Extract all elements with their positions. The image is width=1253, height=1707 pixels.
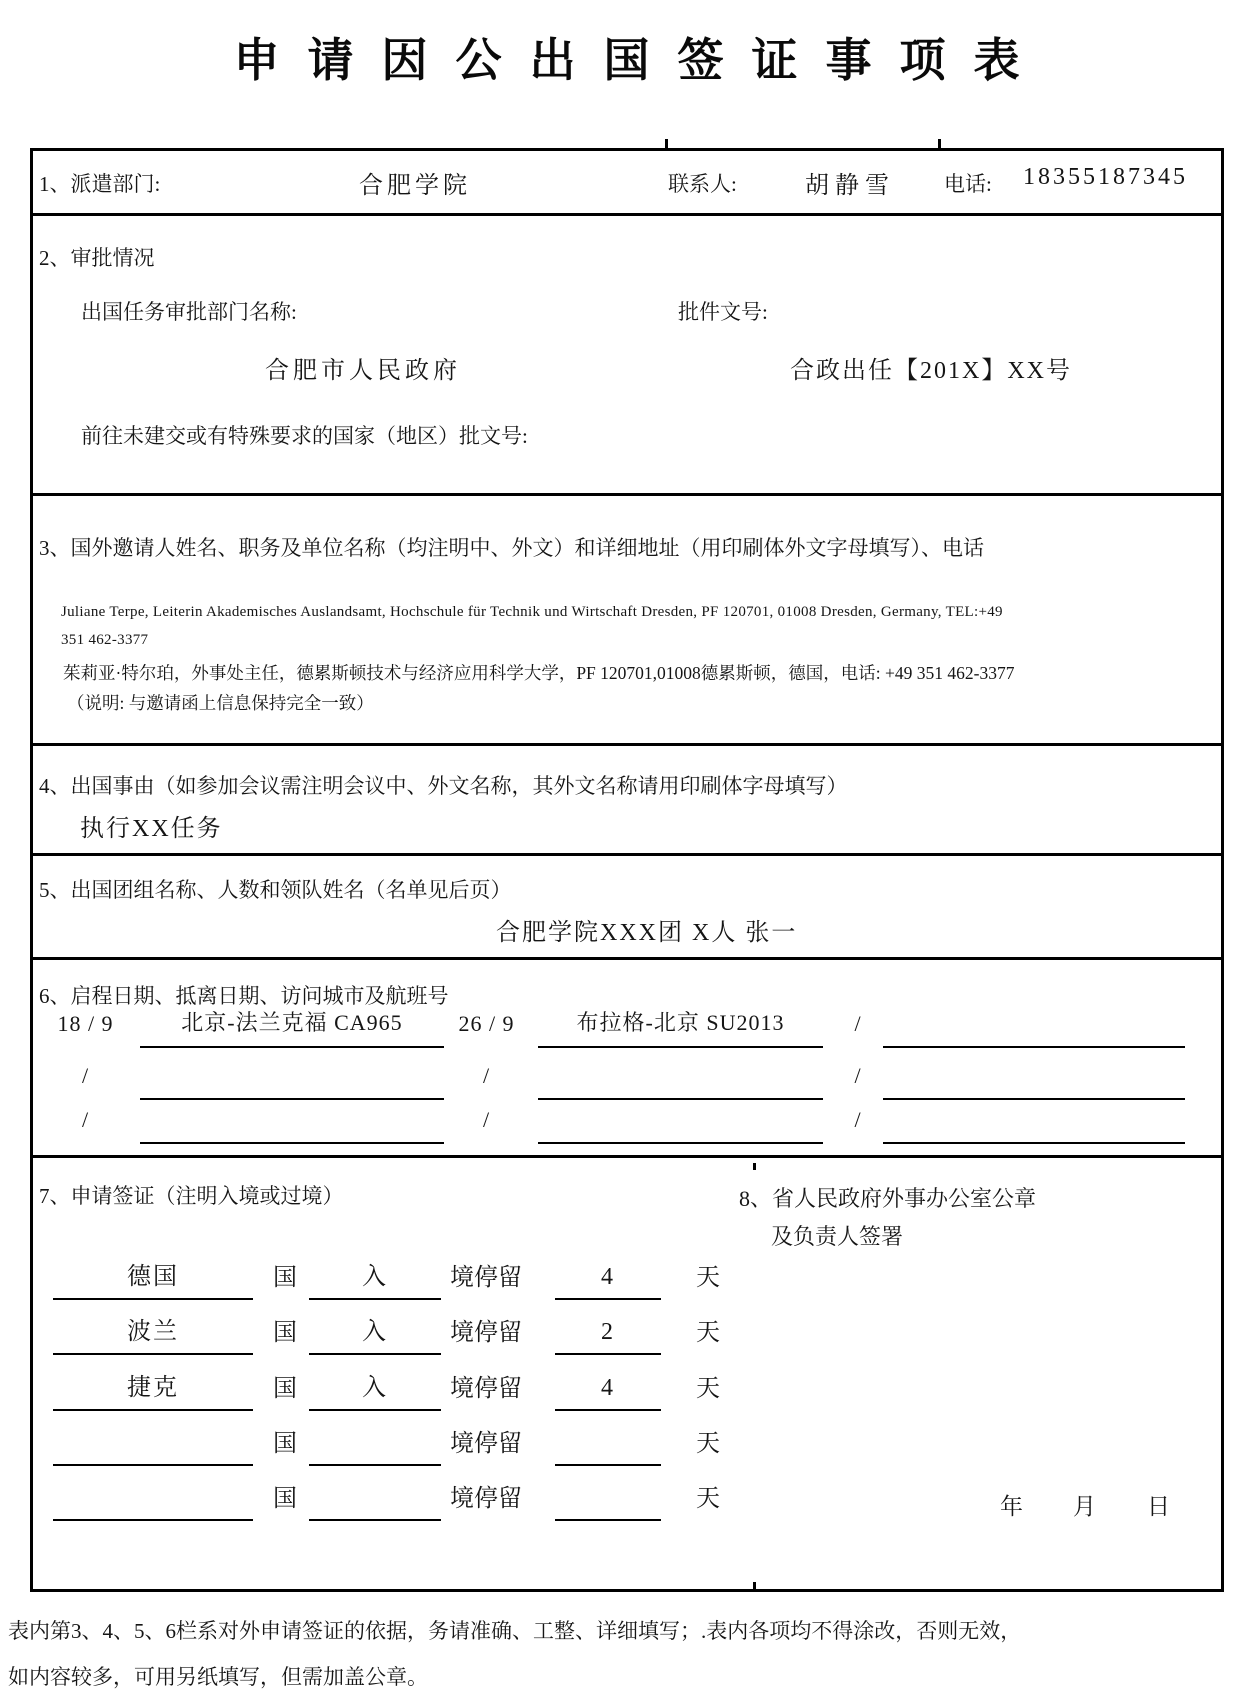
- itinerary-date: /: [81, 1107, 90, 1132]
- itinerary-row: [33, 1100, 1221, 1144]
- visa-tian-label: 天: [696, 1486, 720, 1512]
- visa-label: 7、申请签证（注明入境或过境）: [39, 1184, 344, 1208]
- approval-doc-label: 批件文号:: [678, 300, 768, 324]
- visa-entry-field: 入: [309, 1371, 441, 1411]
- phone-value: 18355187345: [1023, 164, 1188, 190]
- seal-month-label: 月: [1073, 1494, 1096, 1519]
- visa-row: [33, 1371, 1221, 1411]
- top-border-tick: [665, 139, 668, 148]
- itinerary-route-field: [140, 1056, 444, 1100]
- itinerary-route-field: [140, 1100, 444, 1144]
- itinerary-date: /: [81, 1063, 90, 1088]
- visa-row: [33, 1260, 1221, 1300]
- purpose-label: 4、出国事由（如参加会议需注明会议中、外文名称，其外文名称请用印刷体字母填写）: [39, 774, 848, 798]
- inviter-en-line1: Juliane Terpe, Leiterin Akademisches Auslandsamt, Hochschule für Technik und Wirtschaft Dresden, PF 120701, 01008 Dresden, Germany, TEL:+49: [61, 604, 1003, 620]
- itinerary-date: 26 / 9: [458, 1011, 515, 1036]
- itinerary-route-field: [883, 1100, 1185, 1144]
- seal-label-line2: 及负责人签署: [771, 1224, 904, 1249]
- contact-label: 联系人:: [668, 172, 737, 196]
- group-value: 合肥学院XXX团 X人 张一: [496, 920, 798, 946]
- visa-guo-label: 国: [273, 1265, 297, 1291]
- approval-doc-value: 合政出任【201X】XX号: [790, 358, 1072, 384]
- visa-jing-label: 境停留: [450, 1486, 522, 1512]
- bottom-border-tick: [753, 1582, 756, 1589]
- visa-days-field: [555, 1481, 661, 1521]
- approval-dept-label: 出国任务审批部门名称:: [81, 300, 297, 324]
- itinerary-date: /: [854, 1011, 862, 1036]
- itinerary-row: [33, 1056, 1221, 1100]
- visa-country-field: 德国: [53, 1260, 253, 1300]
- itinerary-label: 6、启程日期、抵离日期、访问城市及航班号: [39, 984, 449, 1008]
- visa-country-field: [53, 1481, 253, 1521]
- visa-entry-field: [309, 1426, 441, 1466]
- contact-name-value: 胡静雪: [805, 173, 895, 199]
- section-approval: [33, 213, 1221, 493]
- itinerary-date: /: [854, 1063, 862, 1088]
- inviter-label: 3、国外邀请人姓名、职务及单位名称（均注明中、外文）和详细地址（用印刷体外文字母填写）、电话: [39, 536, 984, 560]
- visa-tian-label: 天: [696, 1376, 720, 1402]
- purpose-value: 执行XX任务: [80, 816, 223, 842]
- visa-entry-field: 入: [309, 1315, 441, 1355]
- visa-row: [33, 1426, 1221, 1466]
- seal-year-label: 年: [1000, 1494, 1023, 1519]
- section-visa-and-seal: [33, 1155, 1221, 1571]
- visa-jing-label: 境停留: [450, 1376, 522, 1402]
- itinerary-date: 18 / 9: [57, 1011, 114, 1036]
- visa-tian-label: 天: [696, 1265, 720, 1291]
- section-inviter: [33, 493, 1221, 743]
- visa-row: [33, 1315, 1221, 1355]
- dispatch-label: 1、派遣部门:: [39, 172, 161, 196]
- visa-entry-field: 入: [309, 1260, 441, 1300]
- visa-guo-label: 国: [273, 1486, 297, 1512]
- visa-days-field: [555, 1426, 661, 1466]
- approval-label: 2、审批情况: [39, 246, 155, 270]
- visa-entry-field: [309, 1481, 441, 1521]
- itinerary-route-field: [538, 1100, 823, 1144]
- itinerary-row: [33, 1004, 1221, 1048]
- form-table: [30, 148, 1224, 1592]
- phone-label: 电话:: [944, 172, 992, 196]
- seal-label-line1: 8、省人民政府外事办公室公章: [739, 1186, 1037, 1211]
- itinerary-date: /: [482, 1063, 491, 1088]
- approval-dept-value: 合肥市人民政府: [265, 358, 461, 384]
- visa-days-field: 4: [555, 1260, 661, 1300]
- top-border-tick: [938, 139, 941, 148]
- footer-note-line1: 表内第3、4、5、6栏系对外申请签证的依据，务请准确、工整、详细填写；.表内各项均不得涂改，否则无效，: [8, 1619, 1022, 1643]
- inviter-note: （说明: 与邀请函上信息保持完全一致）: [67, 693, 374, 713]
- visa-tian-label: 天: [696, 1320, 720, 1346]
- visa-country-field: 波兰: [53, 1315, 253, 1355]
- visa-days-field: 2: [555, 1315, 661, 1355]
- visa-tian-label: 天: [696, 1431, 720, 1457]
- itinerary-route-field: 北京-法兰克福 CA965: [140, 1004, 444, 1048]
- itinerary-route-field: 布拉格-北京 SU2013: [538, 1004, 823, 1048]
- visa-row: [33, 1481, 1221, 1521]
- itinerary-route-field: [538, 1056, 823, 1100]
- inviter-en-line2: 351 462-3377: [61, 632, 149, 648]
- section-dispatch: [33, 151, 1221, 213]
- visa-days-field: 4: [555, 1371, 661, 1411]
- section-purpose: [33, 743, 1221, 853]
- itinerary-route-field: [883, 1004, 1185, 1048]
- inviter-zh-line: 茱莉亚·特尔珀，外事处主任，德累斯顿技术与经济应用科学大学，PF 120701,01008德累斯顿，德国，电话: +49 351 462-3377: [63, 663, 1015, 683]
- visa-guo-label: 国: [273, 1431, 297, 1457]
- group-label: 5、出国团组名称、人数和领队姓名（名单见后页）: [39, 878, 512, 902]
- visa-country-field: 捷克: [53, 1371, 253, 1411]
- visa-jing-label: 境停留: [450, 1431, 522, 1457]
- dispatch-department-value: 合肥学院: [359, 173, 471, 199]
- section-itinerary: [33, 957, 1221, 1155]
- page-title: 申请因公出国签证事项表: [233, 34, 1048, 86]
- itinerary-date: /: [482, 1107, 491, 1132]
- footer-note-line2: 如内容较多，可用另纸填写，但需加盖公章。: [8, 1665, 428, 1689]
- seal-day-label: 日: [1147, 1494, 1170, 1519]
- visa-guo-label: 国: [273, 1320, 297, 1346]
- footer-note: [8, 1608, 1248, 1700]
- visa-jing-label: 境停留: [450, 1265, 522, 1291]
- section-group: [33, 853, 1221, 957]
- itinerary-route-field: [883, 1056, 1185, 1100]
- itinerary-date: /: [854, 1107, 862, 1132]
- visa-jing-label: 境停留: [450, 1320, 522, 1346]
- special-country-label: 前往未建交或有特殊要求的国家（地区）批文号:: [81, 424, 528, 448]
- visa-guo-label: 国: [273, 1376, 297, 1402]
- visa-country-field: [53, 1426, 253, 1466]
